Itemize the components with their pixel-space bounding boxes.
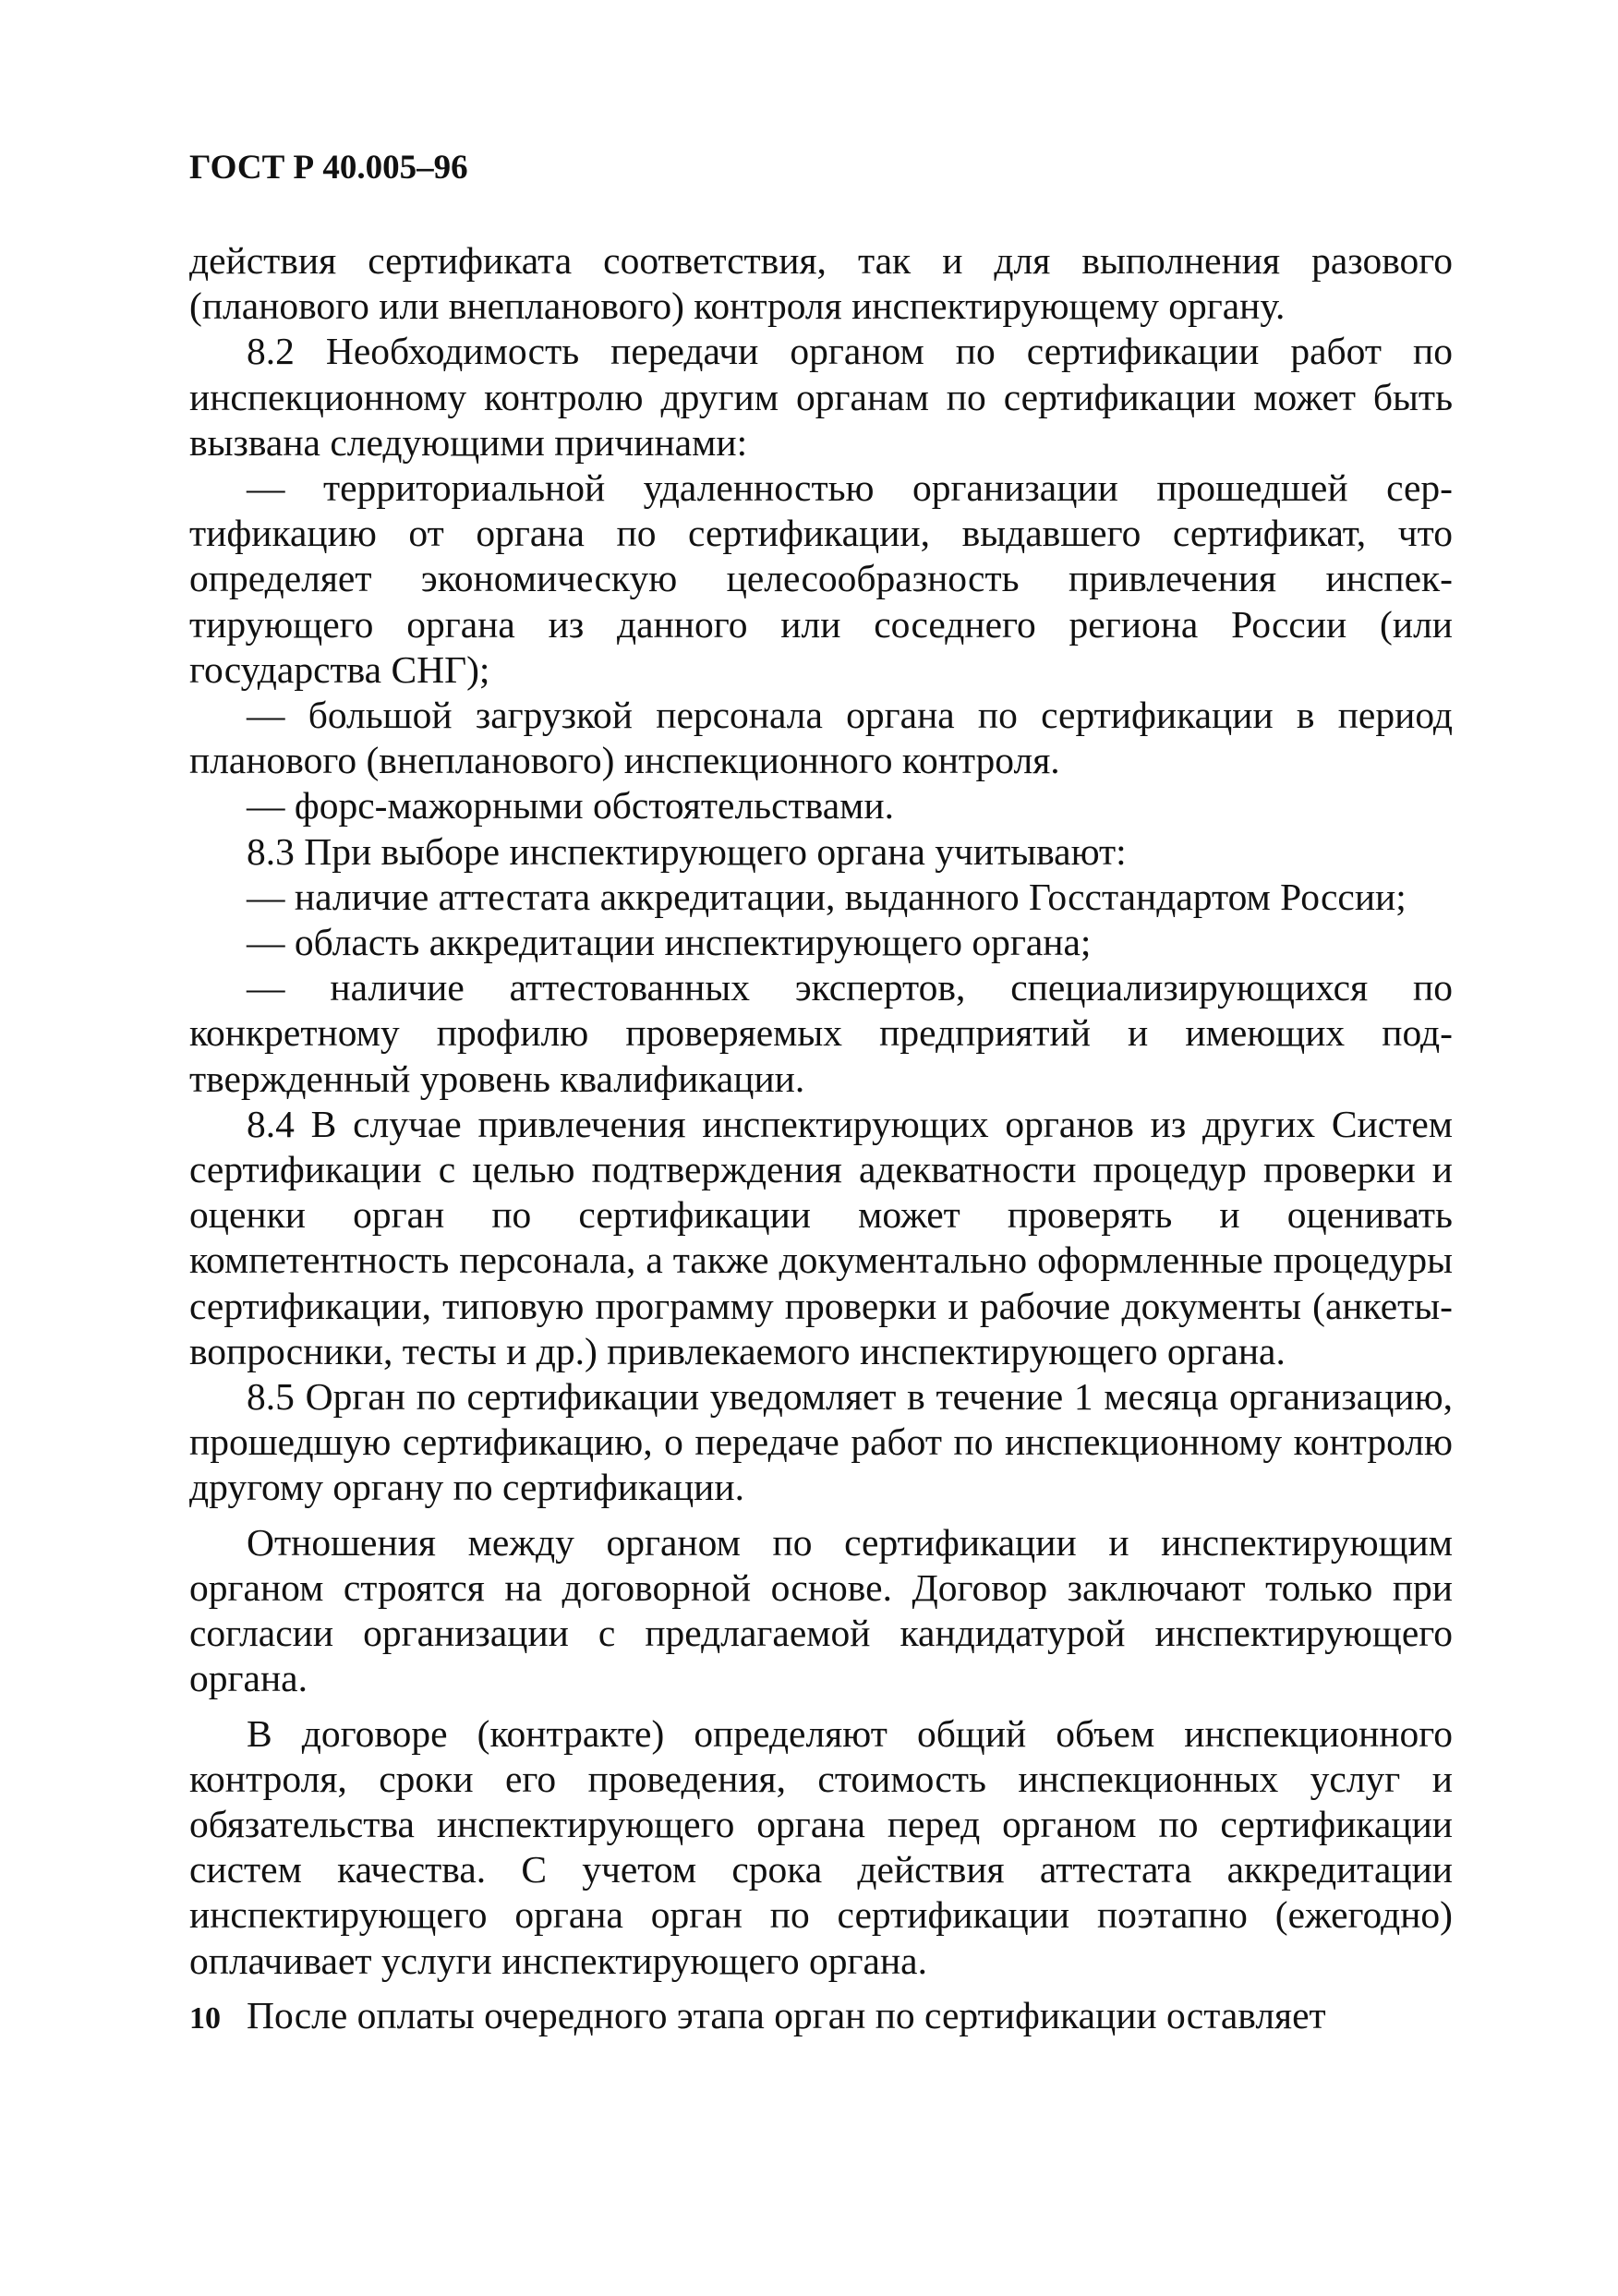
page-body xyxy=(189,238,1453,2038)
paragraph-contract-relations: Отношения между органом по сертификации и инспектирующим органом строятся на договорной основе. Договор заключают только при согласии организации с предлагаемой кандидатурой инспектирующего органа. xyxy=(189,1520,1453,1700)
list-item-accreditation-scope: — область аккредитации инспектирующего органа; xyxy=(247,921,1092,964)
paragraph-contract-terms: В договоре (контракте) определяют общий объем инспекционного контроля, сроки его проведения, стоимость инспекционных услуг и обязательства инспектирующего органа перед органом по сертификации систем качества. С учетом срока действия аттестата аккредитации инспектирующего органа орган по сертификации поэтапно (ежегодно) оплачивает услуги инспектирующего органа. xyxy=(189,1711,1453,1982)
paragraph-8-5: 8.5 Орган по сертификации уведомляет в течение 1 месяца организацию, прошедшую сертификацию, о передаче работ по инспекционному контролю другому органу по сертификации. xyxy=(189,1375,1453,1509)
document-number-header: ГОСТ Р 40.005–96 xyxy=(189,149,468,187)
list-item-territorial-remoteness: — территориальной удаленностью организации прошедшей сертификацию от органа по сертификации, выдавшего сертификат, что определяет экономическую целесообразность привлечения инспектирующего органа из данного или соседнего региона России (или государства СНГ); xyxy=(189,466,1453,691)
paragraph-8-2: 8.2 Необходимость передачи органом по сертификации работ по инспекционному контролю другим органам по сертификации может быть вызвана следующими причинами: xyxy=(189,330,1453,464)
list-item-staff-workload: — большой загрузкой персонала органа по сертификации в период планового (внепланового) инспекционного контроля. xyxy=(189,694,1453,782)
list-item-force-majeure: — форс-мажорными обстоятельствами. xyxy=(247,784,894,828)
paragraph-continuation: действия сертификата соответствия, так и для выполнения разового (планового или внепланового) контроля инспектирующему органу. xyxy=(189,239,1453,328)
paragraph-8-3: 8.3 При выборе инспектирующего органа учитывают: xyxy=(247,829,1127,873)
paragraph-8-4: 8.4 В случае привлечения инспектирующих органов из других Систем сертификации с целью подтверждения адекватности процедур проверки и оценки орган по сертификации может проверять и оценивать компетентность персонала, а также документально оформленные процедуры сертификации, типовую программу проверки и рабочие документы (анкеты-вопросники, тесты и др.) привлекаемого инспектирующего органа. xyxy=(189,1102,1453,1372)
paragraph-after-payment: После оплаты очередного этапа орган по сертификации оставляет xyxy=(247,1993,1326,2036)
list-item-certified-experts: — наличие аттестованных экспертов, специализирующихся по конкретному профилю проверяемых предприятий и имеющих подтвержденный уровень квалификации. xyxy=(189,966,1453,1100)
page-number: 10 xyxy=(189,2001,221,2036)
list-item-accreditation-certificate: — наличие аттестата аккредитации, выданного Госстандартом России; xyxy=(247,875,1407,918)
